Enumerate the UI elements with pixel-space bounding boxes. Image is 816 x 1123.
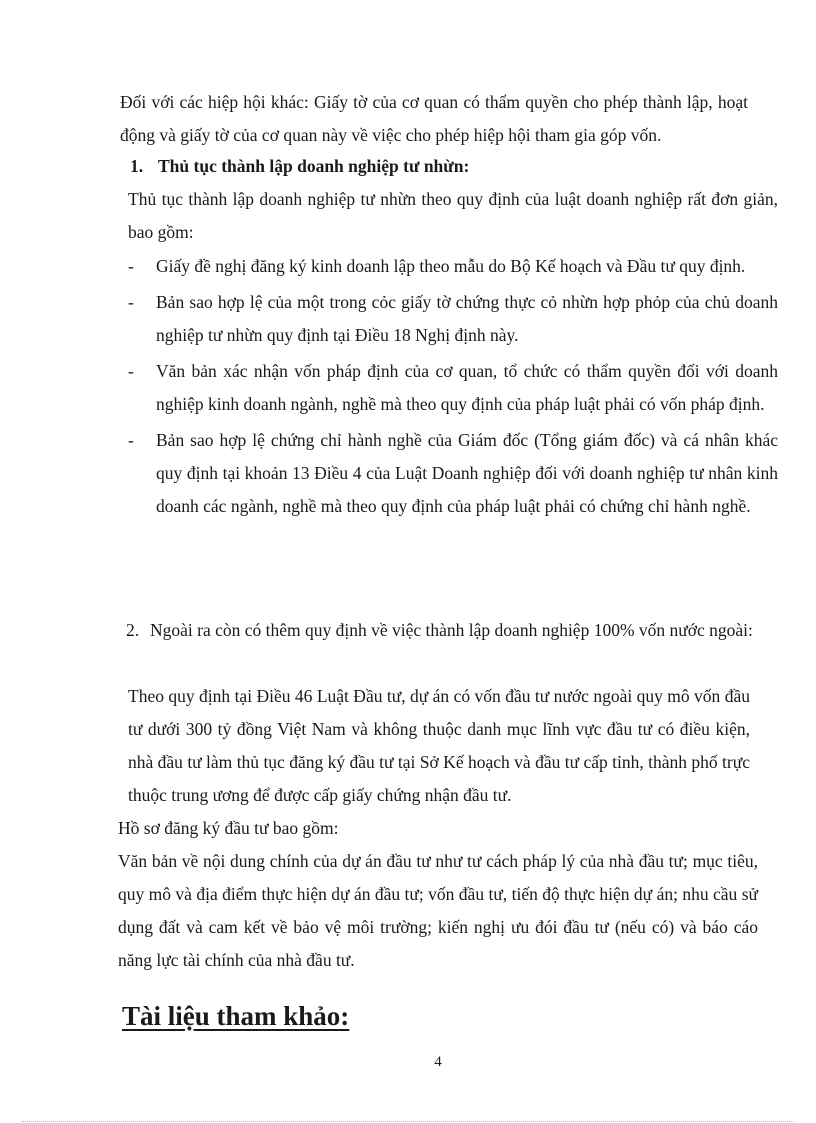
list-item: [128, 424, 778, 523]
section-1-number: 1.: [130, 156, 144, 176]
list-item-text: Giấy đề nghị đăng ký kinh doanh lập theo mẫu do Bộ Kế hoạch và Đầu tư quy định.: [156, 256, 746, 276]
references-title: Tài liệu tham khảo:: [122, 1001, 350, 1031]
section-2-paragraph-2: Hồ sơ đăng ký đầu tư bao gồm:: [118, 818, 339, 838]
list-item: [128, 355, 778, 421]
section-2-paragraph-1: Theo quy định tại Điều 46 Luật Đầu tư, dự án có vốn đầu tư nước ngoài quy mô vốn đầu tư dưới 300 tỷ đồng Việt Nam và không thuộc danh mục lĩnh vực đầu tư có điều kiện, nhà đầu tư làm thủ tục đăng ký đầu tư tại Sở Kế hoạch và đầu tư cấp tỉnh, thành phố trực thuộc trung ương để được cấp giấy chứng nhận đầu tư.: [128, 686, 750, 805]
section-2-paragraph-3: Văn bản về nội dung chính của dự án đầu tư như tư cách pháp lý của nhà đầu tư; mục tiêu, quy mô và địa điểm thực hiện dự án đầu tư; vốn đầu tư, tiến độ thực hiện dự án; nhu cầu sử dụng đất và cam kết về bảo vệ môi trường; kiến nghị ưu đói đầu tư (nếu có) và báo cáo năng lực tài chính của nhà đầu tư.: [118, 851, 758, 970]
list-item: [128, 250, 778, 283]
bullet-dash: -: [128, 361, 134, 381]
intro-paragraph: Đối với các hiệp hội khác: Giấy tờ của cơ quan có thẩm quyền cho phép thành lập, hoạt động và giấy tờ của cơ quan này về việc cho phép hiệp hội tham gia góp vốn.: [120, 92, 748, 145]
list-item-text: Bản sao hợp lệ chứng chỉ hành nghề của Giám đốc (Tổng giám đốc) và cá nhân khác quy định tại khoản 13 Điều 4 của Luật Doanh nghiệp đối với doanh nghiệp tư nhân kinh doanh các ngành, nghề mà theo quy định của pháp luật phải có chứng chỉ hành nghề.: [156, 430, 778, 516]
page-number: 4: [434, 1054, 442, 1070]
list-item: [128, 286, 778, 352]
list-item-text: Văn bản xác nhận vốn pháp định của cơ quan, tổ chức có thẩm quyền đối với doanh nghiệp kinh doanh ngành, nghề mà theo quy định của pháp luật phải có vốn pháp định.: [156, 361, 778, 414]
section-1-title: Thủ tục thành lập doanh nghiệp tư nhừn:: [158, 156, 470, 176]
section-2-number: 2.: [126, 620, 140, 640]
bullet-dash: -: [128, 292, 134, 312]
section-1-heading: [130, 150, 780, 183]
requirements-list: [128, 250, 778, 526]
bullet-dash: -: [128, 430, 134, 450]
list-item-text: Bản sao hợp lệ của một trong cỏc giấy tờ chứng thực cỏ nhừn hợp phỏp của chủ doanh nghiệp tư nhừn quy định tại Điều 18 Nghị định này.: [156, 292, 778, 345]
page-bottom-divider: [22, 1121, 794, 1122]
section-1-intro: Thủ tục thành lập doanh nghiệp tư nhừn theo quy định của luật doanh nghiệp rất đơn giản, bao gồm:: [128, 189, 778, 242]
bullet-dash: -: [128, 256, 134, 276]
section-2-heading: [126, 614, 802, 647]
section-2-title: Ngoài ra còn có thêm quy định về việc thành lập doanh nghiệp 100% vốn nước ngoài:: [150, 620, 753, 640]
